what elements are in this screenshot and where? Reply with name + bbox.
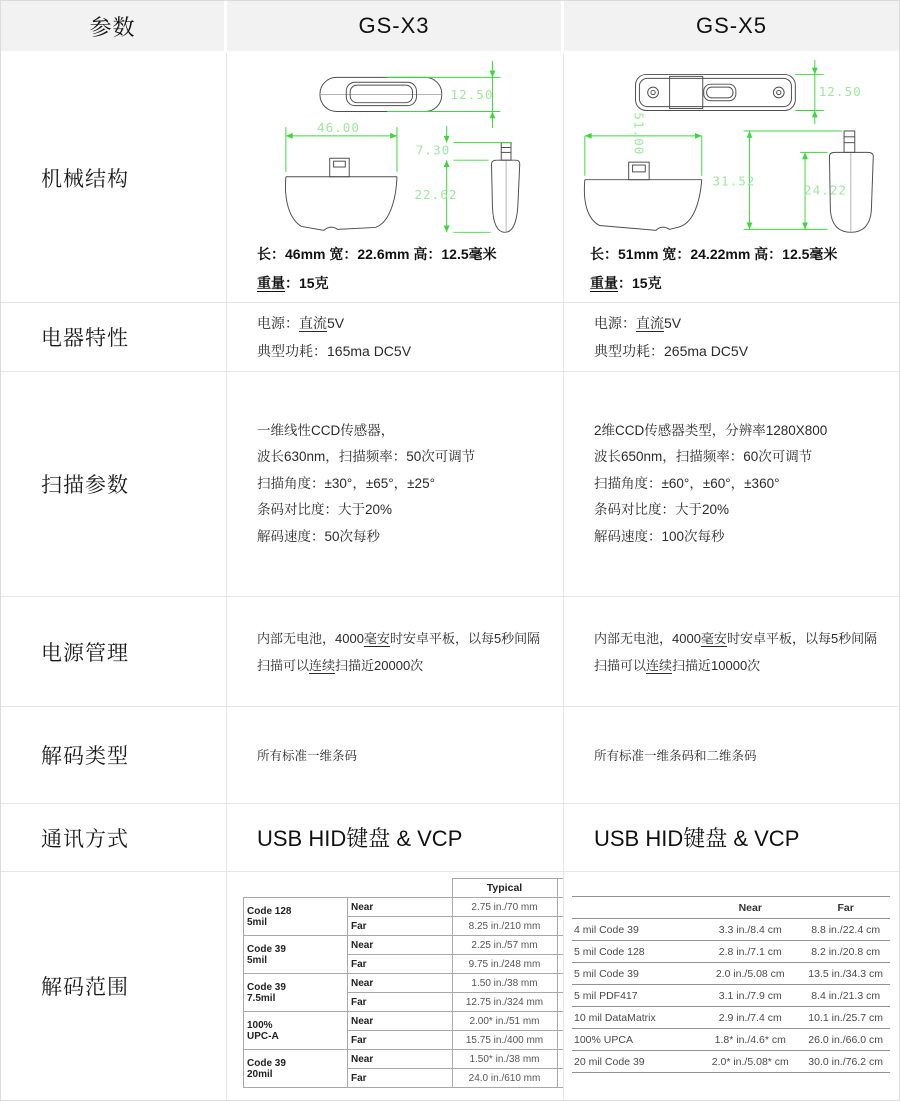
value-cell: 12.75 in./324 mm [452,993,557,1012]
table-row [572,919,890,941]
text-segment: 直流 [636,315,664,331]
text-segment: 扫描近10000次 [672,657,761,673]
value-cell [557,1050,564,1069]
text-line [257,524,563,551]
symbology-cell: 100% UPC-A [244,1012,348,1050]
row-label-scan: 扫描参数 [1,372,227,597]
decode-type-x3-text: 所有标准一维条码 [257,749,358,763]
value-cell: 10.1 in./25.7 cm [801,1007,890,1029]
header-gs-x5: GS-X5 [564,1,899,53]
table-row [244,1050,565,1069]
x5-range-table [572,896,890,1073]
comm-x3-text: USB HID键盘 & VCP [257,826,463,851]
text-segment: 扫描可以 [257,657,310,673]
table-row [572,1051,890,1073]
symbology-cell: Code 39 5mil [244,936,348,974]
text-line [257,337,563,365]
power-x3 [227,597,564,707]
table-header-row [572,897,890,919]
value-cell: 2.00* in./51 mm [452,1012,557,1031]
electrical-x5 [564,303,899,372]
value-cell: 8.4 in./21.3 cm [801,985,890,1007]
far-label: Far [348,955,453,974]
value-cell: 2.0 in./5.08 cm [699,963,801,985]
table-row [572,1007,890,1029]
far-label: Far [348,1031,453,1050]
electrical-x3 [227,303,564,372]
text-segment: 一维线性CCD传感器， [257,422,395,438]
text-segment: 2维CCD传感器类型，分辨率1280X800 [594,422,828,438]
text-segment: 解码速度：100次每秒 [594,528,725,544]
decode-type-x5-text: 所有标准一维条码和二维条码 [594,749,757,763]
text-segment: 波长650nm，扫描频率：60次可调节 [594,449,813,465]
value-cell [557,974,564,993]
row-label-comm: 通讯方式 [1,804,227,872]
x3-dim-width: 46.00 [317,119,360,135]
x3-range-table [243,878,564,1088]
row-label-mechanical: 机械结构 [1,53,227,303]
near-label: Near [348,898,453,917]
row-label-power: 电源管理 [1,597,227,707]
near-label: Near [348,974,453,993]
value-cell: 8.8 in./22.4 cm [801,919,890,941]
scan-x5 [564,372,899,597]
text-segment: 电源： [594,315,636,331]
value-cell: 2.0* in./5.08* cm [699,1051,801,1073]
symbology-cell: 5 mil Code 128 [572,941,699,963]
x3-dim-conn: 7.30 [415,142,451,158]
mechanical-x3 [227,53,564,303]
text-line [594,471,899,498]
value-cell [557,1031,564,1050]
x3-dim-body: 22.62 [414,187,458,203]
blank-cell [348,879,453,898]
text-line [257,418,563,445]
symbology-cell: 4 mil Code 39 [572,919,699,941]
text-segment: 扫描可以 [594,657,647,673]
value-cell [557,1069,564,1088]
text-line [594,652,899,679]
value-cell: 1.8* in./4.6* cm [699,1029,801,1051]
text-line [594,418,899,445]
symbology-cell: Code 128 5mil [244,898,348,936]
text-segment: ：15克 [618,275,662,291]
x3-dim-height: 12.50 [450,86,494,102]
col-header: Far [801,897,890,919]
value-cell [557,955,564,974]
value-cell: 13.5 in./34.3 cm [801,963,890,985]
text-line [594,444,899,471]
blank-cell [572,897,699,919]
x5-size-line: 长：51mm 宽：24.22mm 高：12.5毫米 [590,246,838,262]
value-cell: 2.25 in./57 mm [452,936,557,955]
table-row [244,936,565,955]
text-segment: 重量 [257,275,285,291]
text-segment: 典型功耗：165ma DC5V [257,343,412,359]
value-cell: 26.0 in./66.0 cm [801,1029,890,1051]
near-label: Near [348,936,453,955]
text-segment: 条码对比度：大于20% [257,502,393,518]
x5-weight-line [590,273,899,293]
text-line [594,524,899,551]
value-cell: 8.25 in./210 mm [452,917,557,936]
text-segment: 内部无电池，4000 [594,630,701,646]
text-line [257,652,563,679]
value-cell: 3.1 in./7.9 cm [699,985,801,1007]
value-cell [557,1012,564,1031]
decode-type-x5 [564,707,899,804]
far-label: Far [348,1069,453,1088]
text-line [257,471,563,498]
decode-type-x3 [227,707,564,804]
value-cell: 8.2 in./20.8 cm [801,941,890,963]
table-row [244,1012,565,1031]
table-row [572,1029,890,1051]
text-line [257,444,563,471]
row-label-electrical: 电器特性 [1,303,227,372]
symbology-cell: 5 mil Code 39 [572,963,699,985]
value-cell: 24.0 in./610 mm [452,1069,557,1088]
x5-size-caption [564,244,899,302]
text-segment: 时安卓平板，以每5秒间隔 [389,630,541,646]
text-segment: 扫描近20000次 [335,657,424,673]
value-cell: 2.8 in./7.1 cm [699,941,801,963]
blank-cell [244,879,348,898]
table-row [244,898,565,917]
x3-weight-line [257,273,563,293]
text-segment: 典型功耗：265ma DC5V [594,343,749,359]
text-segment: 毫安 [363,630,390,646]
text-segment: 毫安 [700,630,727,646]
text-segment: 直流 [299,315,327,331]
mechanical-x5 [564,53,899,303]
symbology-cell: 10 mil DataMatrix [572,1007,699,1029]
text-line [594,625,899,652]
table-row [244,974,565,993]
value-cell: 3.3 in./8.4 cm [699,919,801,941]
col-header [557,879,564,898]
value-cell: 1.50 in./38 mm [452,974,557,993]
x5-dim-body: 24.22 [804,182,848,198]
text-line [257,625,563,652]
comm-x5 [564,804,899,872]
comm-x5-text: USB HID键盘 & VCP [594,826,800,851]
value-cell: 30.0 in./76.2 cm [801,1051,890,1073]
text-line [594,497,899,524]
value-cell: 1.50* in./38 mm [452,1050,557,1069]
x3-size-caption [227,244,563,302]
text-segment: 扫描角度：±60°，±60°，±360° [594,475,780,491]
text-segment: 5V [327,315,345,331]
value-cell: 2.9 in./7.4 cm [699,1007,801,1029]
symbology-cell: 100% UPCA [572,1029,699,1051]
symbology-cell: 20 mil Code 39 [572,1051,699,1073]
text-segment: 重量 [590,275,618,291]
text-segment: 条码对比度：大于20% [594,502,730,518]
text-line [257,497,563,524]
text-segment: 5V [664,315,682,331]
header-gs-x3: GS-X3 [227,1,564,53]
text-line [594,309,899,337]
row-label-decode-type: 解码类型 [1,707,227,804]
comm-x3 [227,804,564,872]
text-segment: 连续 [309,657,336,673]
power-x5 [564,597,899,707]
x5-dim-width: 51.00 [631,112,647,156]
text-segment: 连续 [646,657,673,673]
x5-drawing [564,53,899,244]
value-cell [557,898,564,917]
text-segment: 扫描角度：±30°，±65°，±25° [257,475,435,491]
text-segment: 电源： [257,315,299,331]
table-row [572,941,890,963]
text-segment: 时安卓平板，以每5秒间隔 [726,630,878,646]
range-x3 [227,872,564,1100]
near-label: Near [348,1012,453,1031]
range-x5 [564,872,899,1100]
far-label: Far [348,993,453,1012]
table-header-row [244,879,565,898]
far-label: Far [348,917,453,936]
table-row [572,985,890,1007]
col-header: Near [699,897,801,919]
symbology-cell: 5 mil PDF417 [572,985,699,1007]
x5-dim-height: 12.50 [818,83,862,99]
value-cell [557,936,564,955]
symbology-cell: Code 39 7.5mil [244,974,348,1012]
scan-x3 [227,372,564,597]
symbology-cell: Code 39 20mil [244,1050,348,1088]
text-segment: ：15克 [285,275,329,291]
col-header: Typical [452,879,557,898]
value-cell [557,917,564,936]
x3-drawing [227,53,564,244]
near-label: Near [348,1050,453,1069]
text-line [257,309,563,337]
x5-dim-total: 31.52 [712,173,756,189]
value-cell: 2.75 in./70 mm [452,898,557,917]
row-label-range: 解码范围 [1,872,227,1100]
text-segment: 波长630nm，扫描频率：50次可调节 [257,449,476,465]
table-row [572,963,890,985]
text-line [594,337,899,365]
text-segment: 内部无电池，4000 [257,630,364,646]
value-cell: 15.75 in./400 mm [452,1031,557,1050]
text-segment: 解码速度：50次每秒 [257,528,381,544]
x3-size-line: 长：46mm 宽：22.6mm 高：12.5毫米 [257,246,497,262]
value-cell [557,993,564,1012]
header-param: 参数 [1,1,227,53]
value-cell: 9.75 in./248 mm [452,955,557,974]
